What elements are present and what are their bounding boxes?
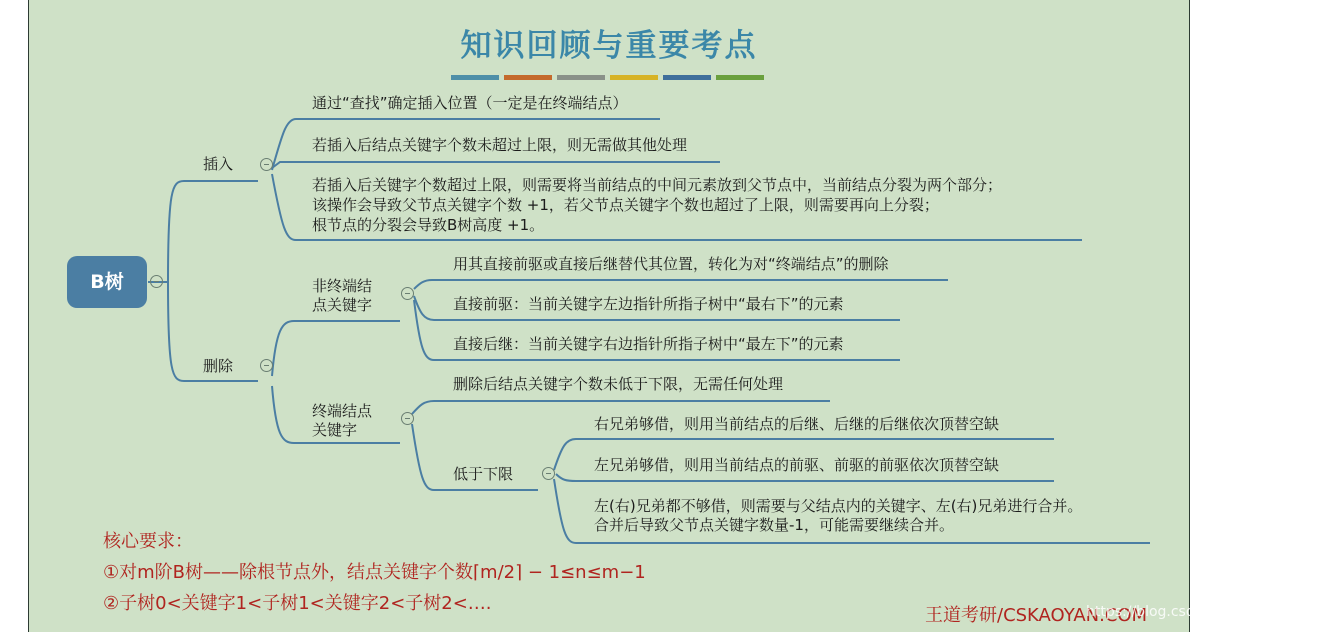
root-node-b-tree: B树: [67, 256, 147, 308]
below-limit-label: 低于下限: [453, 465, 514, 483]
insert-item-split-line1: 若插入后关键字个数超过上限，则需要将当前结点的中间元素放到父节点中，当前结点分裂为两个部分；: [312, 176, 1003, 194]
terminal-collapse-toggle[interactable]: [401, 412, 414, 425]
root-collapse-toggle[interactable]: [150, 275, 163, 288]
core-requirement-1: ①对m阶B树——除根节点外，结点关键字个数⌈m/2⌉ − 1≤n≤m−1: [103, 562, 646, 583]
delete-branch-label: 删除: [203, 357, 234, 375]
nonterminal-collapse-toggle[interactable]: [401, 287, 414, 300]
brand-footer: 王道考研/CSKAOYAN.COM: [925, 605, 1148, 626]
insert-item-split-line3: 根节点的分裂会导致B树高度 +1。: [312, 216, 545, 234]
slide-title: 知识回顾与重要考点: [460, 28, 758, 64]
nonterminal-item-predecessor: 直接前驱：当前关键字左边指针所指子树中“最右下”的元素: [453, 295, 844, 313]
insert-item-locate: 通过“查找”确定插入位置（一定是在终端结点）: [312, 94, 628, 112]
below-item-left-sibling: 左兄弟够借，则用当前结点的前驱、前驱的前驱依次顶替空缺: [594, 456, 1000, 474]
core-requirement-2: ②子树0<关键字1<子树1<关键字2<子树2<….: [103, 593, 492, 614]
nonterminal-label-line1: 非终端结: [312, 277, 373, 295]
terminal-item-no-underflow: 删除后结点关键字个数未低于下限，无需任何处理: [453, 375, 784, 393]
below-item-merge-line1: 左(右)兄弟都不够借，则需要与父结点内的关键字、左(右)兄弟进行合并。: [594, 497, 1083, 515]
terminal-label-line1: 终端结点: [312, 402, 373, 420]
insert-item-split-line2: 该操作会导致父节点关键字个数 +1，若父节点关键字个数也超过了上限，则需要再向上分裂；: [312, 196, 939, 214]
terminal-label-line2: 关键字: [312, 421, 358, 439]
delete-collapse-toggle[interactable]: [260, 359, 273, 372]
below-item-right-sibling: 右兄弟够借，则用当前结点的后继、后继的后继依次顶替空缺: [594, 415, 1000, 433]
below-limit-collapse-toggle[interactable]: [542, 467, 555, 480]
nonterminal-label-line2: 点关键字: [312, 296, 373, 314]
nonterminal-item-successor: 直接后继：当前关键字右边指针所指子树中“最左下”的元素: [453, 335, 844, 353]
nonterminal-item-replace: 用其直接前驱或直接后继替代其位置，转化为对“终端结点”的删除: [453, 255, 889, 273]
insert-branch-label: 插入: [203, 155, 234, 173]
below-item-merge-line2: 合并后导致父节点关键字数量-1，可能需要继续合并。: [594, 516, 954, 534]
insert-collapse-toggle[interactable]: [260, 158, 273, 171]
watermark-url: https://blog.csdn.net/qq_43683622: [1086, 604, 1332, 620]
core-heading: 核心要求：: [103, 531, 193, 552]
insert-item-no-overflow: 若插入后结点关键字个数未超过上限，则无需做其他处理: [312, 136, 688, 154]
